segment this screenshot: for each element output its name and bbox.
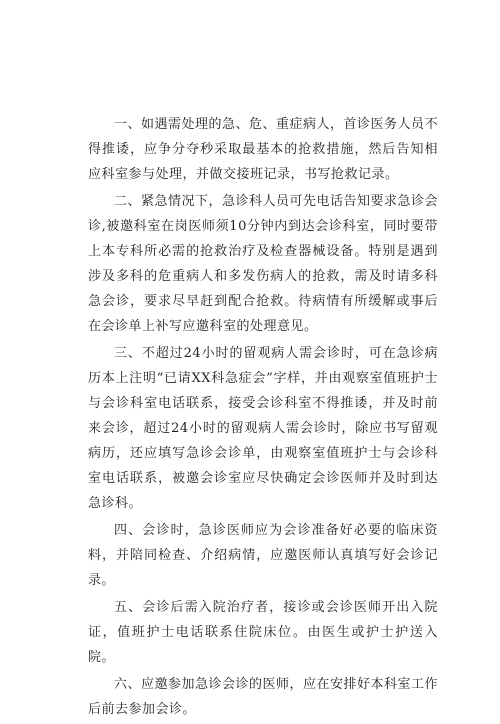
paragraph-3: 三、不超过24小时的留观病人需会诊时，可在急诊病历本上注明“已请XX科急症会”字样，并由观察室值班护士与会诊科室电话联系，接受会诊科室不得推诿，并及时前来会诊，超过24小时的留观病人需会诊时，除应书写留观病历，还应填写急诊会诊单，由观察室值班护士与会诊科室电话联系，被邀会诊室应尽快确定会诊医师并及时到达急诊科。 (88, 346, 438, 511)
paragraph-4: 四、会诊时，急诊医师应为会诊准备好必要的临床资料，并陪同检查、介绍病情，应邀医师认真填写好会诊记录。 (88, 523, 438, 588)
paragraph-1: 一、如遇需处理的急、危、重症病人，首诊医务人员不得推诿，应争分夺秒采取最基本的抢救措施，然后告知相应科室参与处理，并做交接班记录，书写抢救记录。 (88, 117, 439, 182)
paragraph-2: 二、紧急情况下，急诊科人员可先电话告知要求急诊会诊,被邀科室在岗医师须10分钟内到达会诊科室，同时要带上本专科所必需的抢救治疗及检查器械设备。特别是遇到涉及多科的危重病人和多发伤病人的抢救，需及时请多科急会诊，要求尽早赶到配合抢救。待病情有所缓解或事后在会诊单上补写应邀科室的处理意见。 (88, 194, 439, 334)
paragraph-5: 五、会诊后需入院治疗者，接诊或会诊医师开出入院证，值班护士电话联系住院床位。由医生或护士护送入院。 (88, 600, 438, 665)
paragraph-6: 六、应邀参加急诊会诊的医师，应在安排好本科室工作后前去参加会诊。 (88, 677, 439, 717)
document-body (88, 112, 438, 724)
